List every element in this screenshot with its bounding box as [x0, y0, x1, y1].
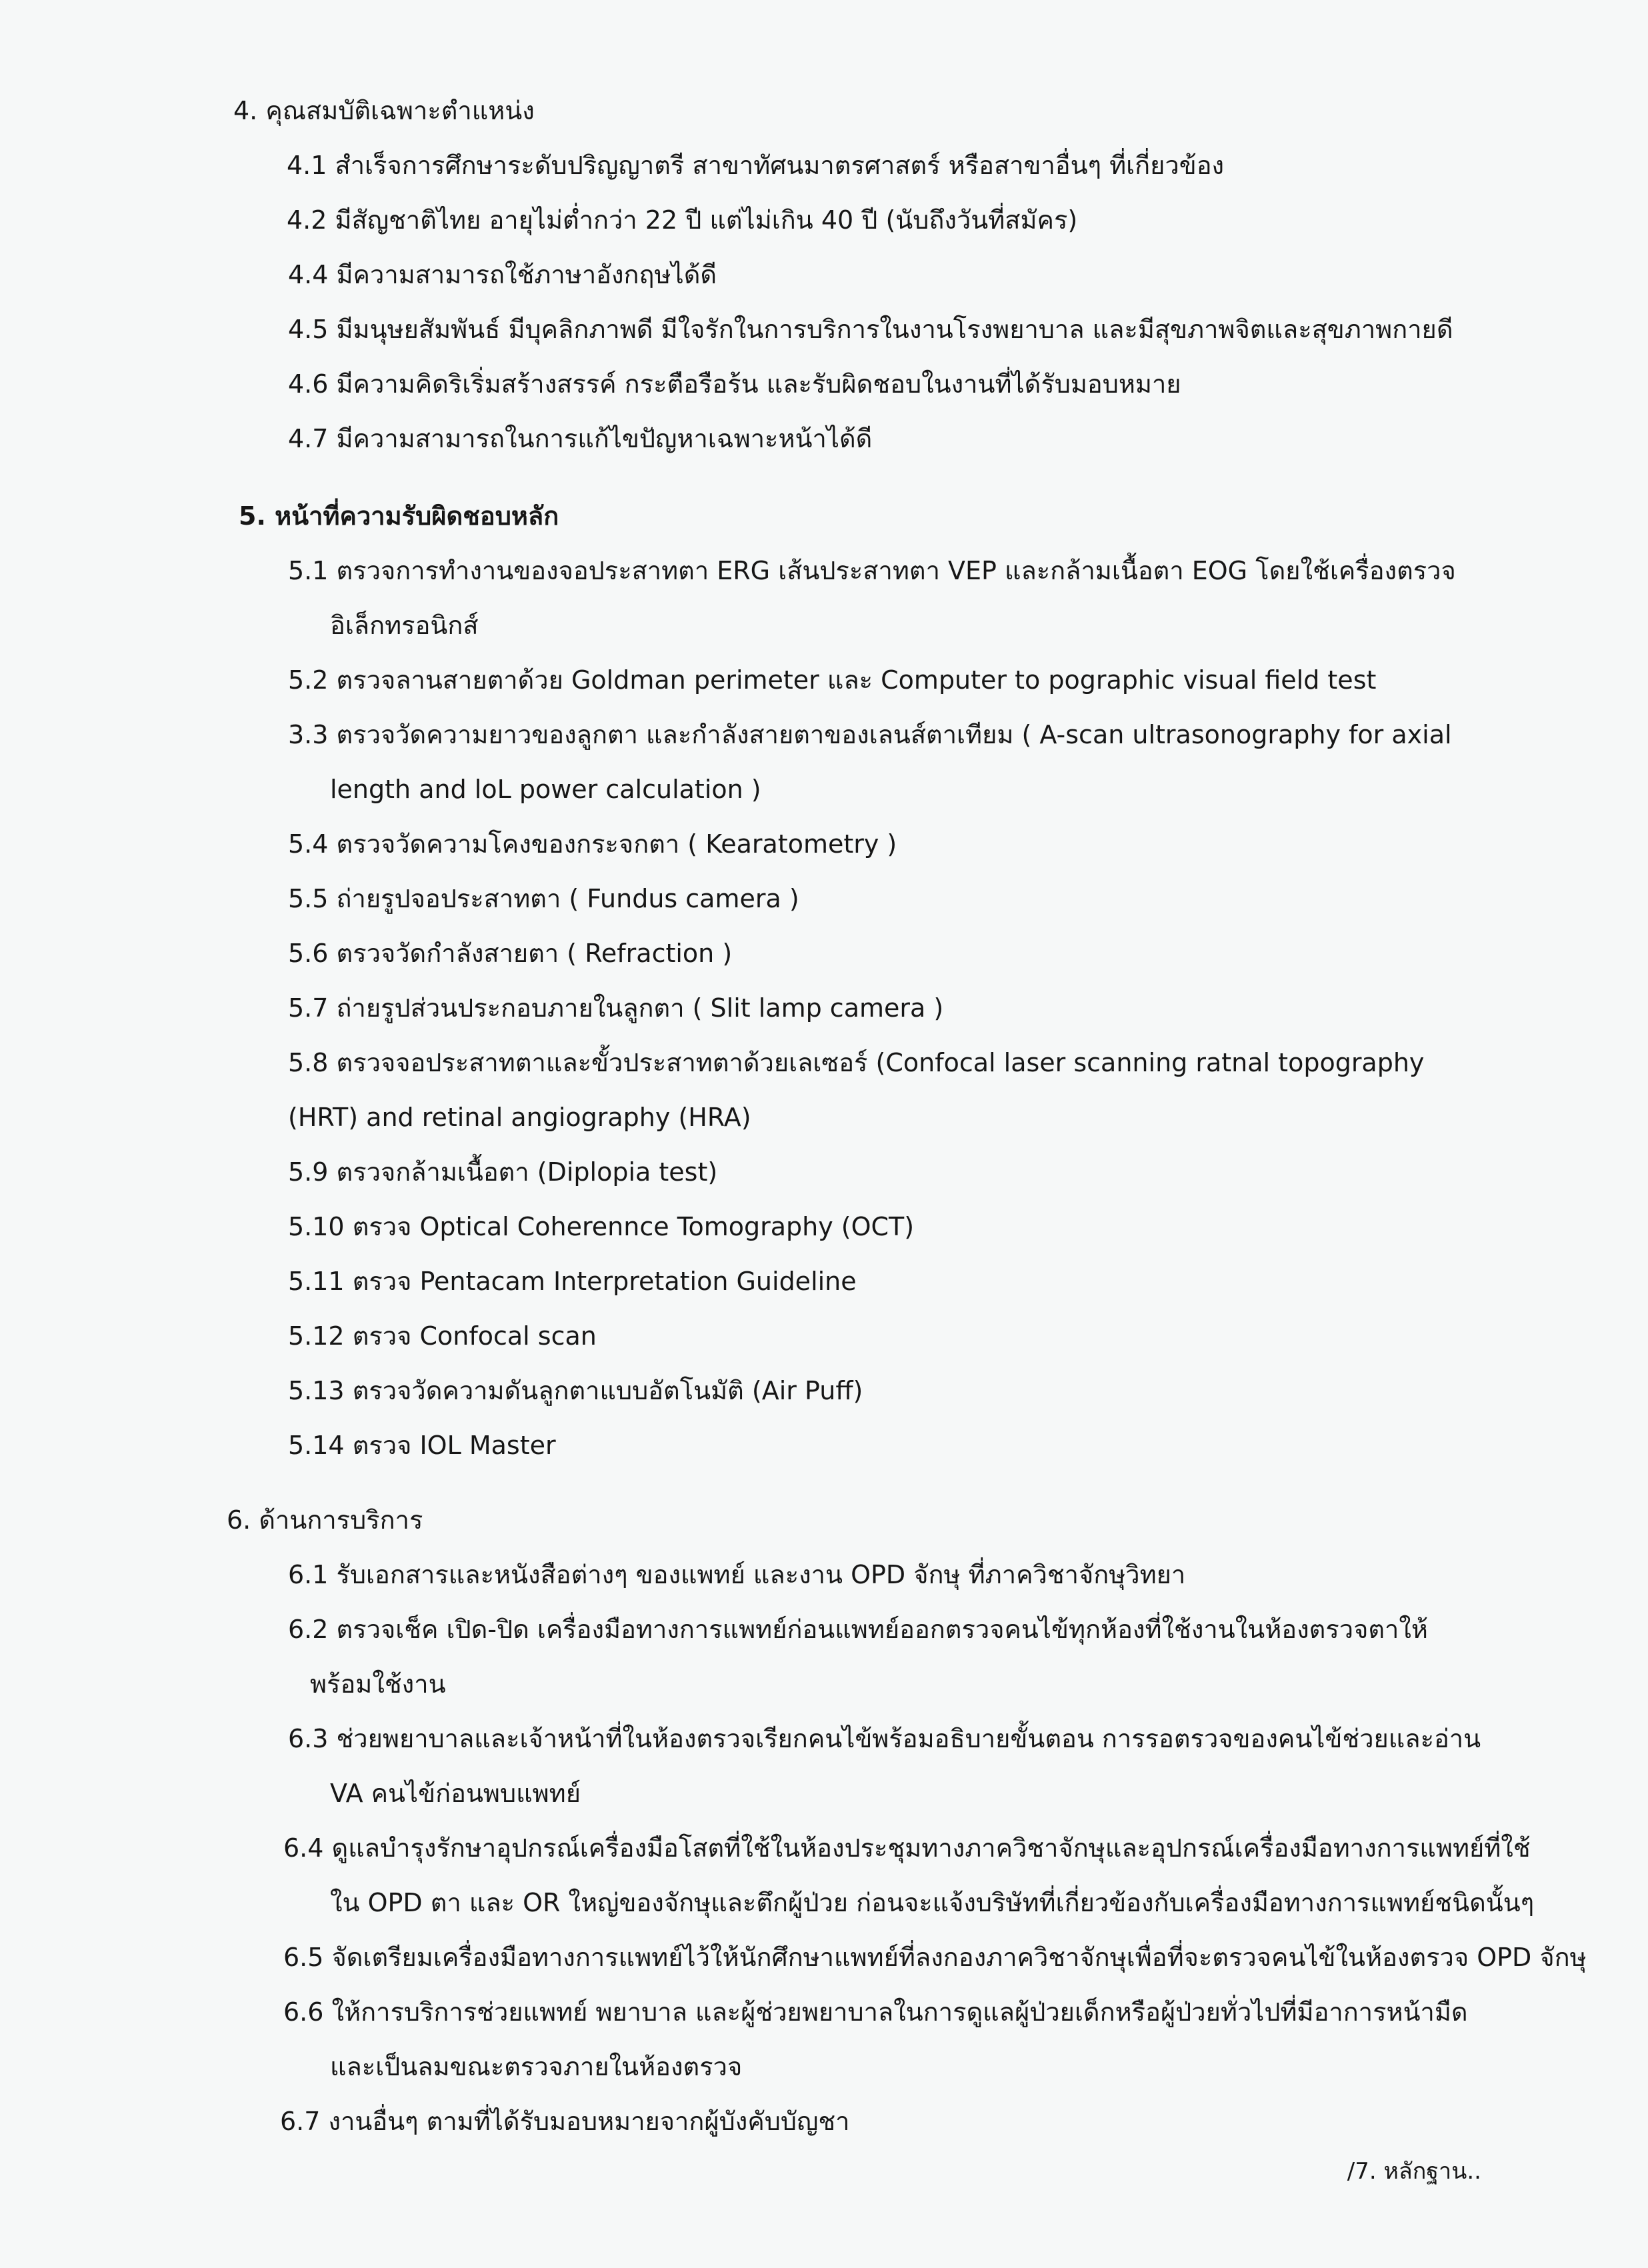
item-4-2: 4.2 มีสัญชาติไทย อายุไม่ต่ำกว่า 22 ปี แต่ไม่เกิน 40 ปี (นับถึงวันที่สมัคร)	[287, 205, 1078, 235]
item-5-6: 5.6 ตรวจวัดกำลังสายตา ( Refraction )	[288, 939, 733, 968]
item-5-11: 5.11 ตรวจ Pentacam Interpretation Guideline	[288, 1267, 857, 1296]
section-6-title: 6. ด้านการบริการ	[227, 1505, 423, 1535]
item-6-2: 6.2 ตรวจเช็ค เปิด-ปิด เครื่องมือทางการแพทย์ก่อนแพทย์ออกตรวจคนไข้ทุกห้องที่ใช้งานในห้องตรวจตาให้	[288, 1615, 1428, 1644]
item-6-4-cont: ใน OPD ตา และ OR ใหญ่ของจักษุและตึกผู้ป่วย ก่อนจะแจ้งบริษัทที่เกี่ยวข้องกับเครื่องมือทางการแพทย์ชนิดนั้นๆ	[330, 1888, 1535, 1917]
item-5-8: 5.8 ตรวจจอประสาทตาและขั้วประสาทตาด้วยเลเซอร์ (Confocal laser scanning ratnal topography	[288, 1048, 1425, 1077]
item-6-3: 6.3 ช่วยพยาบาลและเจ้าหน้าที่ในห้องตรวจเรียกคนไข้พร้อมอธิบายขั้นตอน การรอตรวจของคนไข้ช่วยและอ่าน	[288, 1724, 1481, 1753]
page-footer-continuation: /7. หลักฐาน..	[1347, 2158, 1481, 2185]
item-6-1: 6.1 รับเอกสารและหนังสือต่างๆ ของแพทย์ และงาน OPD จักษุ ที่ภาควิชาจักษุวิทยา	[288, 1560, 1186, 1589]
section-5-title: 5. หน้าที่ความรับผิดชอบหลัก	[239, 501, 559, 531]
item-6-2-cont: พร้อมใช้งาน	[310, 1669, 446, 1699]
item-5-13: 5.13 ตรวจวัดความดันลูกตาแบบอัตโนมัติ (Air Puff)	[288, 1376, 863, 1405]
item-5-3: 3.3 ตรวจวัดความยาวของลูกตา และกำลังสายตาของเลนส์ตาเทียม ( A-scan ultrasonography for axial	[288, 720, 1452, 749]
item-5-1-cont: อิเล็กทรอนิกส์	[330, 611, 479, 640]
item-6-5: 6.5 จัดเตรียมเครื่องมือทางการแพทย์ไว้ให้นักศึกษาแพทย์ที่ลงกองภาควิชาจักษุเพื่อที่จะตรวจคนไข้ในห้องตรวจ OPD จักษุ	[283, 1943, 1587, 1972]
item-4-1: 4.1 สำเร็จการศึกษาระดับปริญญาตรี สาขาทัศนมาตรศาสตร์ หรือสาขาอื่นๆ ที่เกี่ยวข้อง	[287, 151, 1225, 180]
item-5-1: 5.1 ตรวจการทำงานของจอประสาทตา ERG เส้นประสาทตา VEP และกล้ามเนื้อตา EOG โดยใช้เครื่องตรวจ	[288, 556, 1456, 585]
item-5-5: 5.5 ถ่ายรูปจอประสาทตา ( Fundus camera )	[288, 884, 799, 913]
item-6-6-cont: และเป็นลมขณะตรวจภายในห้องตรวจ	[330, 2052, 743, 2081]
item-4-6: 4.6 มีความคิดริเริ่มสร้างสรรค์ กระตือรือร้น และรับผิดชอบในงานที่ได้รับมอบหมาย	[288, 369, 1181, 399]
item-6-3-cont: VA คนไข้ก่อนพบแพทย์	[330, 1779, 581, 1808]
item-6-4: 6.4 ดูแลบำรุงรักษาอุปกรณ์เครื่องมือโสตที่ใช้ในห้องประชุมทางภาควิชาจักษุและอุปกรณ์เครื่องมือทางการแพทย์ที่ใช้	[283, 1833, 1531, 1863]
item-6-7: 6.7 งานอื่นๆ ตามที่ได้รับมอบหมายจากผู้บังคับบัญชา	[280, 2107, 850, 2136]
item-4-4: 4.4 มีความสามารถใช้ภาษาอังกฤษได้ดี	[288, 260, 717, 289]
item-4-5: 4.5 มีมนุษยสัมพันธ์ มีบุคลิกภาพดี มีใจรักในการบริการในงานโรงพยาบาล และมีสุขภาพจิตและสุขภาพกายดี	[288, 315, 1453, 344]
item-5-3-cont: length and loL power calculation )	[330, 775, 761, 804]
item-4-7: 4.7 มีความสามารถในการแก้ไขปัญหาเฉพาะหน้าได้ดี	[288, 424, 873, 453]
item-5-2: 5.2 ตรวจลานสายตาด้วย Goldman perimeter และ Computer to pographic visual field test	[288, 665, 1377, 695]
item-6-6: 6.6 ให้การบริการช่วยแพทย์ พยาบาล และผู้ช่วยพยาบาลในการดูแลผู้ป่วยเด็กหรือผู้ป่วยทั่วไปที่มีอาการหน้ามืด	[283, 1997, 1468, 2027]
item-5-14: 5.14 ตรวจ IOL Master	[288, 1431, 556, 1460]
item-5-4: 5.4 ตรวจวัดความโคงของกระจกตา ( Kearatometry )	[288, 829, 897, 859]
item-5-9: 5.9 ตรวจกล้ามเนื้อตา (Diplopia test)	[288, 1157, 718, 1187]
item-5-8-cont: (HRT) and retinal angiography (HRA)	[288, 1103, 751, 1132]
item-5-12: 5.12 ตรวจ Confocal scan	[288, 1321, 597, 1351]
item-5-10: 5.10 ตรวจ Optical Coherennce Tomography (OCT)	[288, 1212, 915, 1241]
item-5-7: 5.7 ถ่ายรูปส่วนประกอบภายในลูกตา ( Slit lamp camera )	[288, 993, 944, 1023]
section-4-title: 4. คุณสมบัติเฉพาะตำแหน่ง	[233, 96, 535, 125]
